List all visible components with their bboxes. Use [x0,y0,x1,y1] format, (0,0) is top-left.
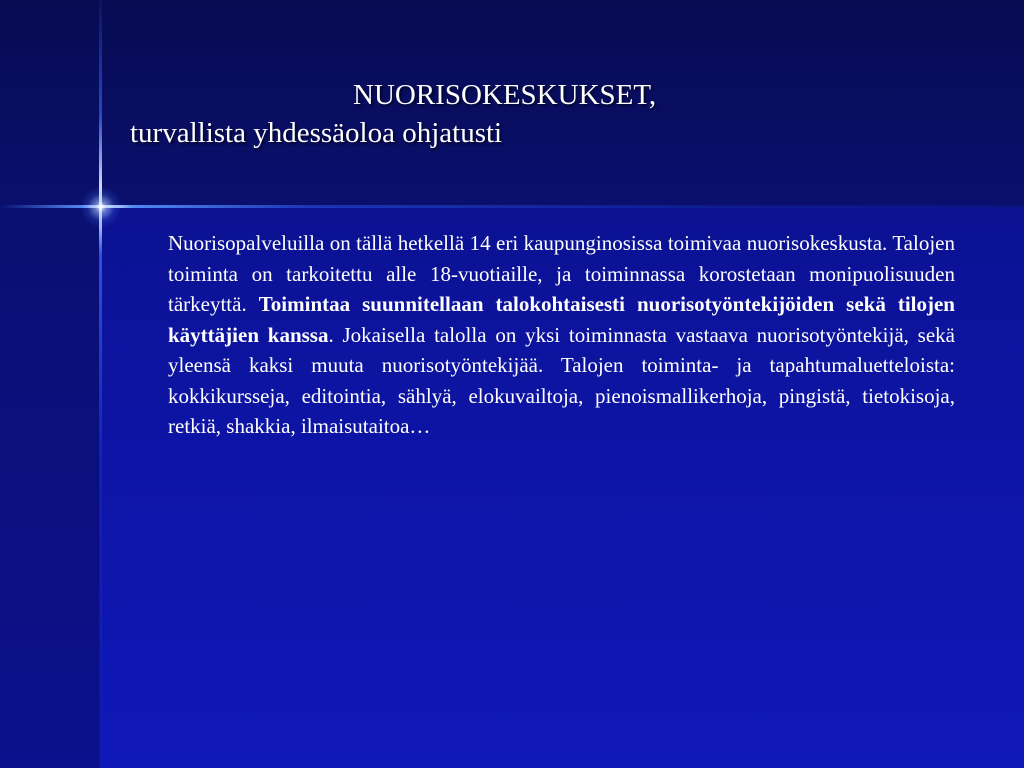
title-line-1 [130,76,950,114]
star-sparkle-icon [80,186,122,228]
title-comma: , [648,79,657,111]
title-subtitle: turvallista yhdessäoloa ohjatusti [130,117,503,149]
body-text-bold: Toimintaa suunnitellaan talokohtaisesti nuorisotyöntekijöiden sekä tilojen käyttäjien kanssa [168,292,955,347]
title-main: NUORISOKESKUKSET [353,79,649,111]
body-text-part-3: . Jokaisella talolla on yksi toiminnasta vastaava nuorisotyöntekijä, sekä yleensä kaksi muuta nuorisotyöntekijää. Talojen toiminta- ja tapahtumaluetteloista: kokkikursseja, editointia, sählyä, elokuvailtoja, pienoismallikerhoja, pingistä, tietokisoja, retkiä, shakkia, ilmaisutaitoa… [168,322,955,438]
body-text-part-1: Nuorisopalveluilla on tällä hetkellä 14 eri kaupunginosissa toimivaa nuorisokeskusta. Talojen toiminta on tarkoitettu alle 18-vuotiaille, ja toiminnassa korostetaan monipuolisuuden tärkeyttä. [168,231,955,316]
left-band [0,207,100,768]
body-paragraph [168,228,955,442]
vertical-light-line [99,0,102,768]
slide-title [130,76,950,152]
horizontal-light-line [0,205,1024,208]
